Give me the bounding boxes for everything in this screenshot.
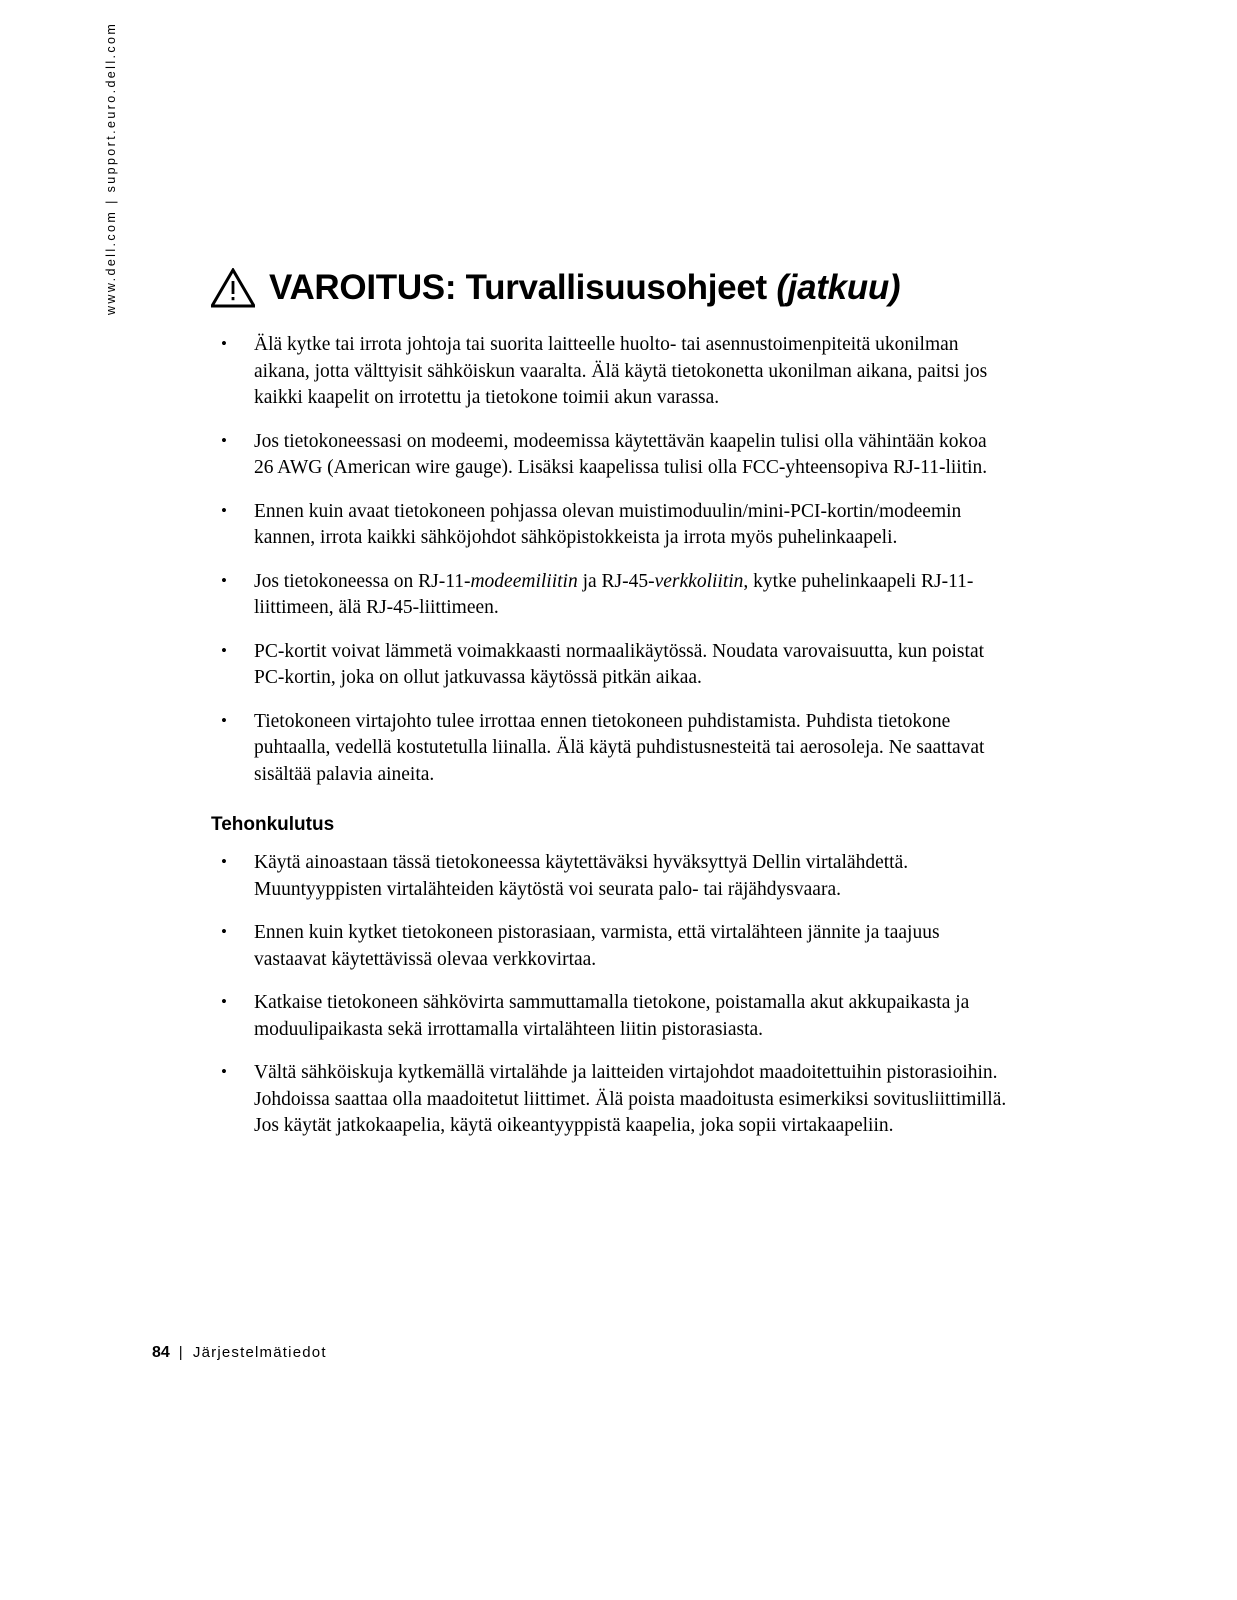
rj-text-part1: Jos tietokoneessa on RJ-11- bbox=[254, 570, 471, 592]
section-heading-power: Tehonkulutus bbox=[211, 814, 335, 835]
rj-italic-network: verkkoliitin bbox=[654, 570, 744, 592]
side-url-text bbox=[104, 21, 144, 675]
page-content bbox=[211, 332, 1011, 1157]
power-bullet-list bbox=[211, 850, 1011, 1140]
list-item: • Jos tietokoneessasi on modeemi, modeemissa käytettävän kaapelin tulisi olla vähintään kokoa 26 AWG (American wire gauge). Lisäksi kaapelissa tulisi olla FCC-yhteensopiva RJ-11-liitin. bbox=[211, 429, 1011, 482]
list-item: • Käytä ainoastaan tässä tietokoneessa käytettäväksi hyväksyttyä Dellin virtalähdettä. Muuntyyppisten virtalähteiden käytöstä voi seurata palo- tai räjähdysvaara. bbox=[211, 850, 1011, 903]
list-item: • Katkaise tietokoneen sähkövirta sammuttamalla tietokone, poistamalla akut akkupaikasta ja moduulipaikasta sekä irrottamalla virtalähteen liitin pistorasiasta. bbox=[211, 990, 1011, 1043]
page-title-main: VAROITUS: Turvallisuusohjeet bbox=[269, 268, 767, 307]
safety-bullet-list-top bbox=[211, 332, 1011, 788]
list-item: • Ennen kuin avaat tietokoneen pohjassa olevan muistimoduulin/mini-PCI-kortin/modeemin kannen, irrota kaikki sähköjohdot sähköpistokkeista ja irrota myös puhelinkaapeli. bbox=[211, 499, 1011, 552]
footer-chapter-title: Järjestelmätiedot bbox=[192, 1344, 327, 1361]
list-item: • PC-kortit voivat lämmetä voimakkaasti normaalikäytössä. Noudata varovaisuutta, kun poistat PC-kortin, joka on ollut jatkuvassa käytössä pitkän aikaa. bbox=[211, 639, 1011, 692]
list-item-rj-connectors bbox=[211, 569, 1011, 622]
page-heading bbox=[211, 268, 900, 308]
list-item: • Ennen kuin kytket tietokoneen pistorasiaan, varmista, että virtalähteen jännite ja taajuus vastaavat käytettävissä olevaa verkkovirtaa. bbox=[211, 920, 1011, 973]
warning-triangle-icon bbox=[211, 268, 255, 308]
page-number: 84 bbox=[152, 1344, 170, 1361]
list-item: • Älä kytke tai irrota johtoja tai suorita laitteelle huolto- tai asennustoimenpiteitä ukonilman aikana, jotta välttyisit sähköiskun vaaralta. Älä käytä tietokonetta ukonilman aikana, paitsi jos kaikki kaapelit on irrotettu ja tietokone toimii akun varassa. bbox=[211, 332, 1011, 412]
list-item: • Tietokoneen virtajohto tulee irrottaa ennen tietokoneen puhdistamista. Puhdista tietokone puhtaalla, vedellä kostutetulla liinalla. Älä käytä puhdistusnesteitä tai aerosoleja. Ne saattavat sisältää palavia aineita. bbox=[211, 709, 1011, 789]
page-footer bbox=[152, 1344, 327, 1362]
rj-text-part2: ja RJ-45- bbox=[577, 570, 655, 592]
list-item: • Vältä sähköiskuja kytkemällä virtalähde ja laitteiden virtajohdot maadoitettuihin pistorasioihin. Johdoissa saattaa olla maadoitetut liittimet. Älä poista maadoitusta esimerkiksi sovitusliittimillä. Jos käytät jatkokaapelia, käytä oikeantyyppistä kaapelia, joka sopii virtakaapeliin. bbox=[211, 1060, 1011, 1140]
side-url-label: www.dell.com | support.euro.dell.com bbox=[104, 21, 118, 315]
rj-italic-modem: modeemiliitin bbox=[470, 570, 578, 592]
page-title bbox=[269, 268, 900, 308]
rj-text-part3: , kytke puhelinkaapeli RJ-11-liittimeen, älä RJ-45-liittimeen. bbox=[254, 570, 974, 618]
page-title-continued: (jatkuu) bbox=[776, 268, 901, 307]
footer-separator: | bbox=[178, 1344, 184, 1361]
